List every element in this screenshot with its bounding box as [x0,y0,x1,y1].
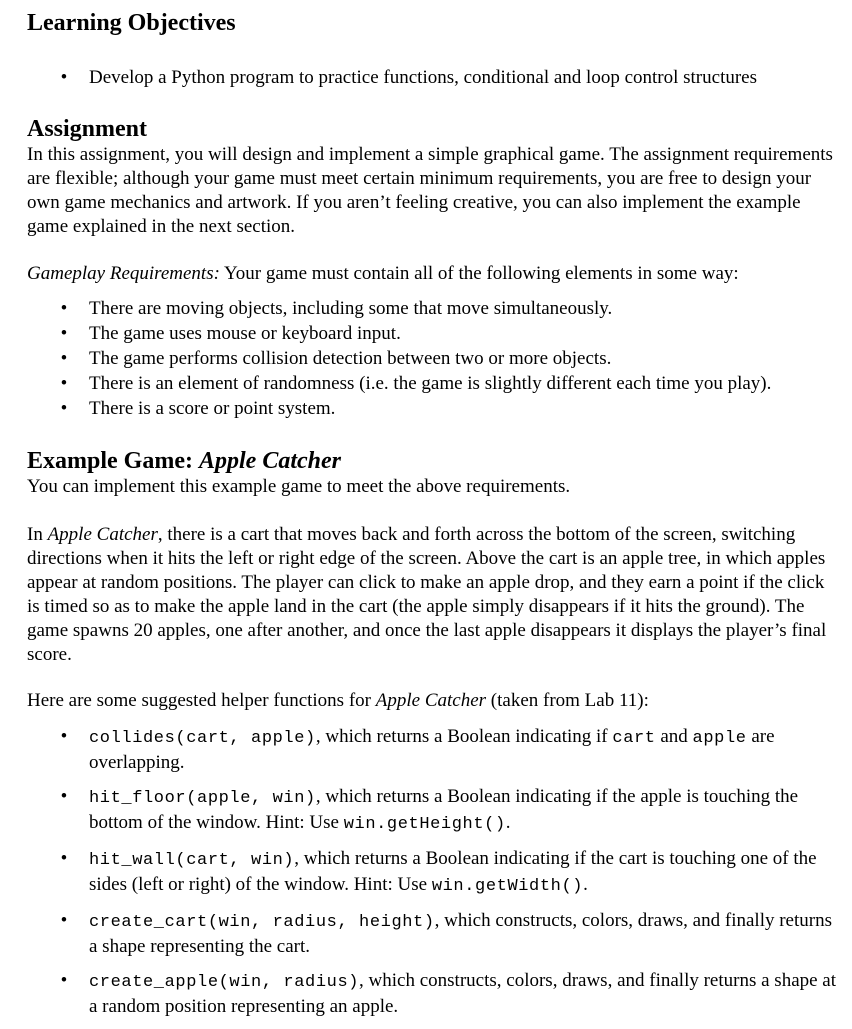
assignment-paragraph: In this assignment, you will design and implement a simple graphical game. The assignment requirements are flexible; although your game must meet certain minimum requirements, you are free to design your own game mechanics and artwork. If you aren’t feeling creative, you can also implement the example game explained in the next section. [27,144,833,237]
bullet-icon: • [60,726,68,747]
list-item [27,297,837,322]
bullet-icon: • [60,67,68,88]
function-description: , which constructs, colors, draws, and finally returns a shape at a random position representing an apple. [89,970,837,1017]
list-item [27,397,837,422]
bullet-icon: • [60,970,68,991]
list-item-text: Develop a Python program to practice functions, conditional and loop control structures [89,67,757,88]
list-item [27,847,837,899]
function-description: are overlapping. [89,726,775,773]
bullet-icon: • [60,298,68,319]
gameplay-text: Your game must contain all of the following elements in some way: [219,263,739,284]
helpers-suffix: (taken from Lab 11): [486,690,649,711]
function-description: , which constructs, colors, draws, and finally returns a shape representing the cart. [89,910,832,957]
learning-objectives-heading: Learning Objectives [27,10,236,36]
list-item [27,785,837,837]
list-item [27,66,837,90]
inline-code: apple [692,729,747,748]
helper-functions-list [27,725,837,1029]
list-item [27,725,837,775]
example-description-paragraph [27,523,837,667]
function-description: . [505,812,511,833]
list-item [27,909,837,959]
requirements-list [27,297,837,422]
bullet-icon: • [60,373,68,394]
list-item-text: The game performs collision detection between two or more objects. [89,348,612,369]
example-heading-name: Apple Catcher [198,448,341,474]
function-description: . [583,874,588,895]
helpers-intro-paragraph [27,689,649,713]
bullet-icon: • [60,848,68,869]
list-item-text: There are moving objects, including some that move simultaneously. [89,298,613,319]
inline-code: win.getHeight() [343,815,506,834]
helpers-game-name: Apple Catcher [375,690,487,711]
list-item [27,347,837,372]
bullet-icon: • [60,348,68,369]
function-description: , which returns a Boolean indicating if the cart is touching one of the sides (left or right) of the window. Hint: Use [89,848,817,895]
assignment-heading: Assignment [27,116,148,142]
list-item-text: There is a score or point system. [89,398,336,419]
gameplay-label: Gameplay Requirements: [27,263,220,284]
desc-game-name: Apple Catcher [47,524,158,545]
desc-prefix: In [27,524,48,545]
helpers-prefix: Here are some suggested helper functions for [27,690,376,711]
list-item-text: The game uses mouse or keyboard input. [89,323,401,344]
gameplay-requirements-paragraph [27,262,837,286]
function-signature: hit_floor(apple, win) [89,789,316,808]
bullet-icon: • [60,786,68,807]
list-item-text: There is an element of randomness (i.e. the game is slightly different each time you play). [89,373,772,394]
function-signature: collides(cart, apple) [89,729,316,748]
function-description: , which returns a Boolean indicating if [315,726,613,747]
example-intro-paragraph: You can implement this example game to meet the above requirements. [27,476,571,497]
bullet-icon: • [60,323,68,344]
inline-code: cart [612,729,656,748]
inline-code: win.getWidth() [431,877,584,896]
learning-objectives-list [27,66,837,90]
desc-text: , there is a cart that moves back and forth across the bottom of the screen, switching directions when it hits the left or right edge of the screen. Above the cart is an apple tree, in which apples appear at random positions. The player can click to make an apple drop, and they earn a point if the click is timed so as to make the apple land in the cart (the apple simply disappears if it hits the ground). The game spawns 20 apples, one after another, and once the last apple disappears it displays the player’s final score. [27,524,827,665]
function-description: and [655,726,693,747]
function-signature: create_cart(win, radius, height) [89,913,435,932]
example-game-heading [27,446,341,476]
bullet-icon: • [60,398,68,419]
list-item [27,969,837,1019]
function-description: , which returns a Boolean indicating if the apple is touching the bottom of the window. Hint: Use [89,786,799,833]
function-signature: hit_wall(cart, win) [89,851,295,870]
function-signature: create_apple(win, radius) [89,973,360,992]
list-item [27,372,837,397]
list-item [27,322,837,347]
bullet-icon: • [60,910,68,931]
example-heading-prefix: Example Game: [27,448,199,474]
